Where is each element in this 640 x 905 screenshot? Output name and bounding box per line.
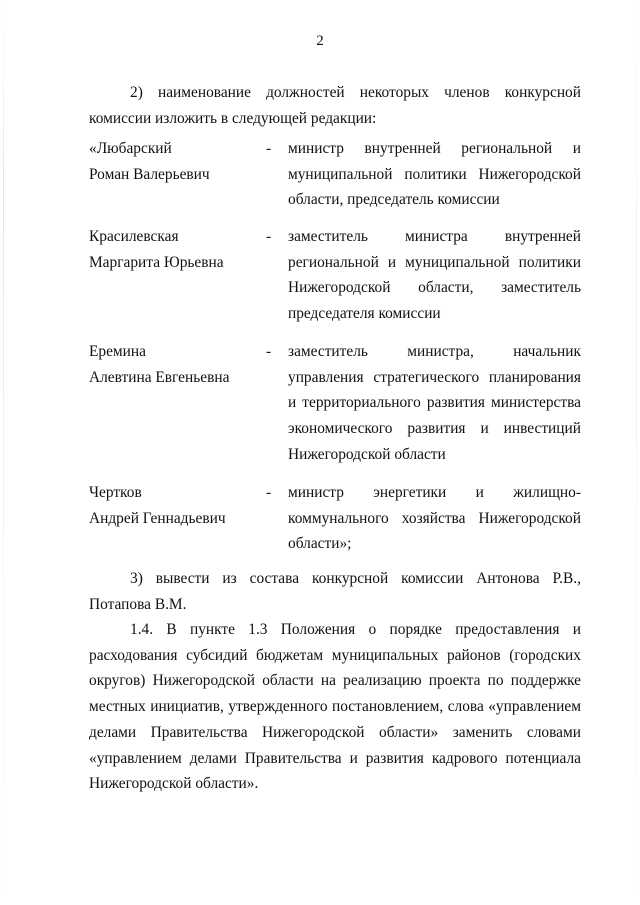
scan-edge-right <box>636 0 637 905</box>
member-name: Чертков Андрей Геннадьевич <box>89 484 226 527</box>
member-position: заместитель министра, начальник управления стратегического планирования и территориального развития министерства экономического развития и инвестиций Нижегородской области <box>288 343 581 463</box>
member-position: министр энергетики и жилищно-коммунального хозяйства Нижегородской области»; <box>288 484 581 553</box>
member-position: заместитель министра внутренней региональной и муниципальной политики Нижегородской области, заместитель председателя комиссии <box>288 228 581 323</box>
member-dash: - <box>266 228 272 245</box>
member-dash: - <box>266 484 272 501</box>
scan-edge-left <box>3 0 4 905</box>
member-dash: - <box>266 140 272 157</box>
page-number: 2 <box>316 33 324 49</box>
item-3-paragraph: 3) вывести из состава конкурсной комиссии Антонова Р.В., Потапова В.М. <box>89 570 581 613</box>
intro-paragraph: 2) наименование должностей некоторых членов конкурсной комиссии изложить в следующей редакции: <box>89 84 581 127</box>
member-name: Красилевская Маргарита Юрьевна <box>89 228 224 271</box>
member-name: Еремина Алевтина Евгеньевна <box>89 343 230 386</box>
member-dash: - <box>266 343 272 360</box>
item-1-4-paragraph: 1.4. В пункте 1.3 Положения о порядке предоставления и расходования субсидий бюджетам муниципальных районов (городских округов) Нижегородской области на реализацию проекта по поддержке местных инициатив, утвержденного постановлением, слова «управлением делами Правительства Нижегородской области» заменить словами «управлением делами Правительства и развития кадрового потенциала Нижегородской области». <box>89 621 581 793</box>
member-position: министр внутренней региональной и муниципальной политики Нижегородской области, председатель комиссии <box>288 140 581 209</box>
member-name: «Любарский Роман Валерьевич <box>89 140 210 183</box>
